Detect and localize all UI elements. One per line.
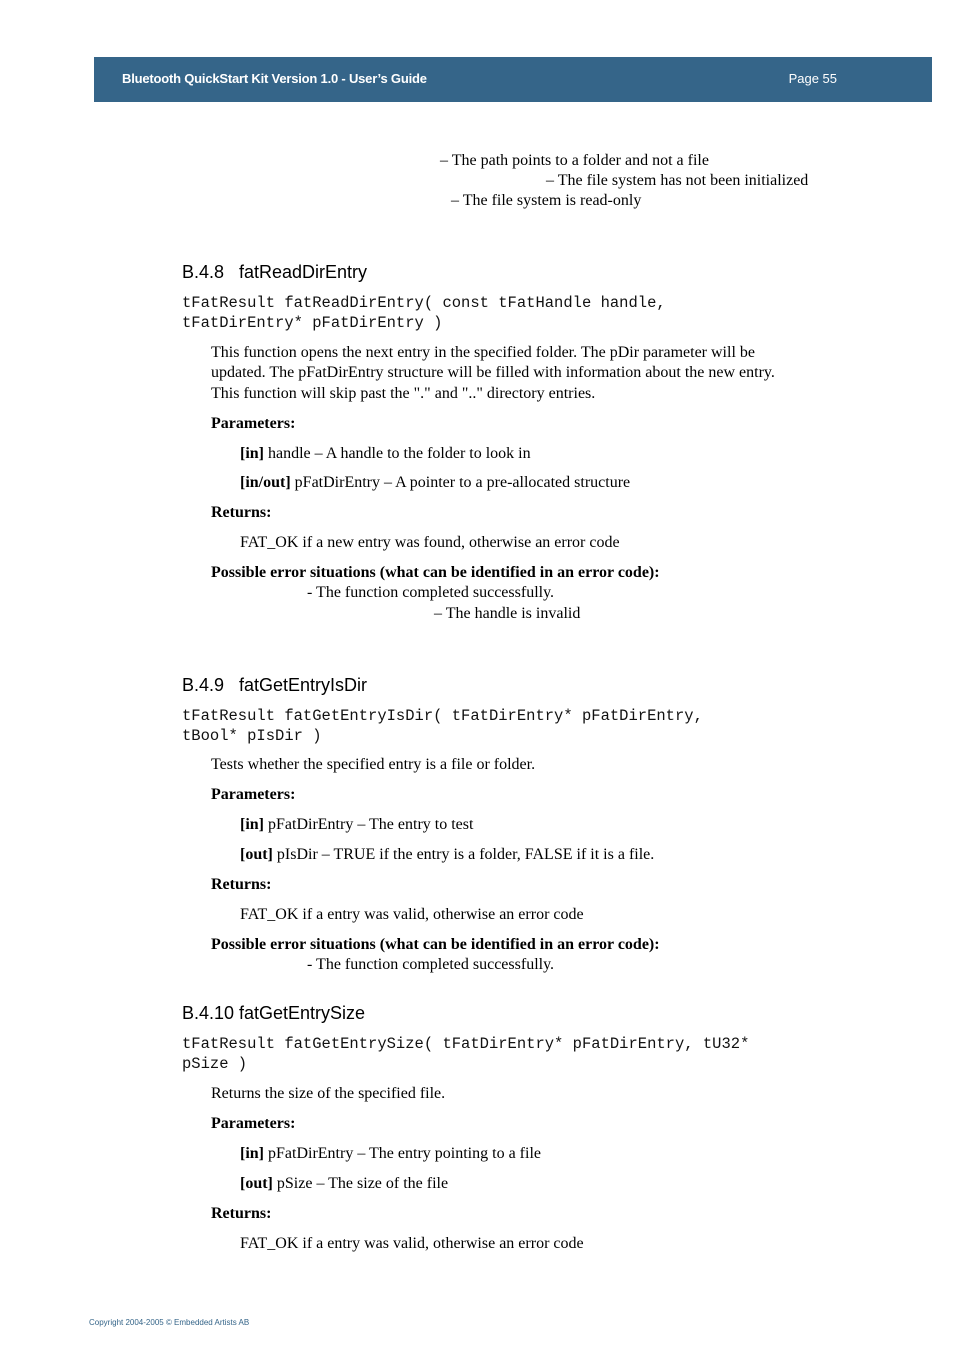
parameters-label: Parameters:	[211, 1115, 296, 1132]
page-number: Page 55	[788, 71, 837, 86]
section-heading: B.4.8 fatReadDirEntry	[182, 262, 368, 282]
errors-label: Possible error situations (what can be identified in an error code):	[211, 936, 660, 953]
returns-value: FAT_OK if a entry was valid, otherwise an error code	[240, 1235, 584, 1252]
list-item: – The file system is read-only	[451, 192, 642, 209]
parameter: [in/out] pFatDirEntry – A pointer to a pre-allocated structure	[240, 474, 631, 491]
function-signature: tFatDirEntry* pFatDirEntry )	[182, 314, 443, 332]
page-header	[94, 57, 932, 102]
section-heading: B.4.9 fatGetEntryIsDir	[182, 675, 368, 695]
function-signature: tFatResult fatGetEntrySize( tFatDirEntry* pFatDirEntry, tU32*	[182, 1035, 750, 1053]
returns-value: FAT_OK if a new entry was found, otherwise an error code	[240, 534, 620, 551]
section-heading: B.4.10 fatGetEntrySize	[182, 1003, 366, 1023]
description: This function will skip past the "." and ".." directory entries.	[211, 385, 596, 402]
errors-label: Possible error situations (what can be identified in an error code):	[211, 564, 660, 581]
function-signature: pSize )	[182, 1055, 248, 1073]
parameter: [out] pIsDir – TRUE if the entry is a folder, FALSE if it is a file.	[240, 846, 655, 863]
parameter: [in] pFatDirEntry – The entry pointing to a file	[240, 1145, 541, 1162]
function-signature: tFatResult fatGetEntryIsDir( tFatDirEntry* pFatDirEntry,	[182, 707, 703, 725]
error-item: – The handle is invalid	[434, 605, 581, 622]
returns-label: Returns:	[211, 1205, 272, 1222]
returns-label: Returns:	[211, 504, 272, 521]
list-item: – The file system has not been initialized	[546, 172, 809, 189]
parameters-label: Parameters:	[211, 786, 296, 803]
copyright-footer: Copyright 2004-2005 © Embedded Artists AB	[89, 1318, 250, 1327]
list-item: – The path points to a folder and not a file	[440, 152, 709, 169]
description: This function opens the next entry in the specified folder. The pDir parameter will be	[211, 344, 755, 361]
returns-value: FAT_OK if a entry was valid, otherwise an error code	[240, 906, 584, 923]
parameter: [in] handle – A handle to the folder to look in	[240, 445, 531, 462]
parameters-label: Parameters:	[211, 415, 296, 432]
description: updated. The pFatDirEntry structure will be filled with information about the new entry.	[211, 364, 775, 381]
document-title: Bluetooth QuickStart Kit Version 1.0 - User’s Guide	[122, 71, 427, 86]
error-item: - The function completed successfully.	[307, 584, 555, 601]
description: Returns the size of the specified file.	[211, 1085, 446, 1102]
parameter: [out] pSize – The size of the file	[240, 1175, 449, 1192]
parameter: [in] pFatDirEntry – The entry to test	[240, 816, 474, 833]
returns-label: Returns:	[211, 876, 272, 893]
function-signature: tBool* pIsDir )	[182, 727, 322, 745]
error-item: - The function completed successfully.	[307, 956, 555, 973]
description: Tests whether the specified entry is a file or folder.	[211, 756, 536, 773]
function-signature: tFatResult fatReadDirEntry( const tFatHandle handle,	[182, 294, 666, 312]
